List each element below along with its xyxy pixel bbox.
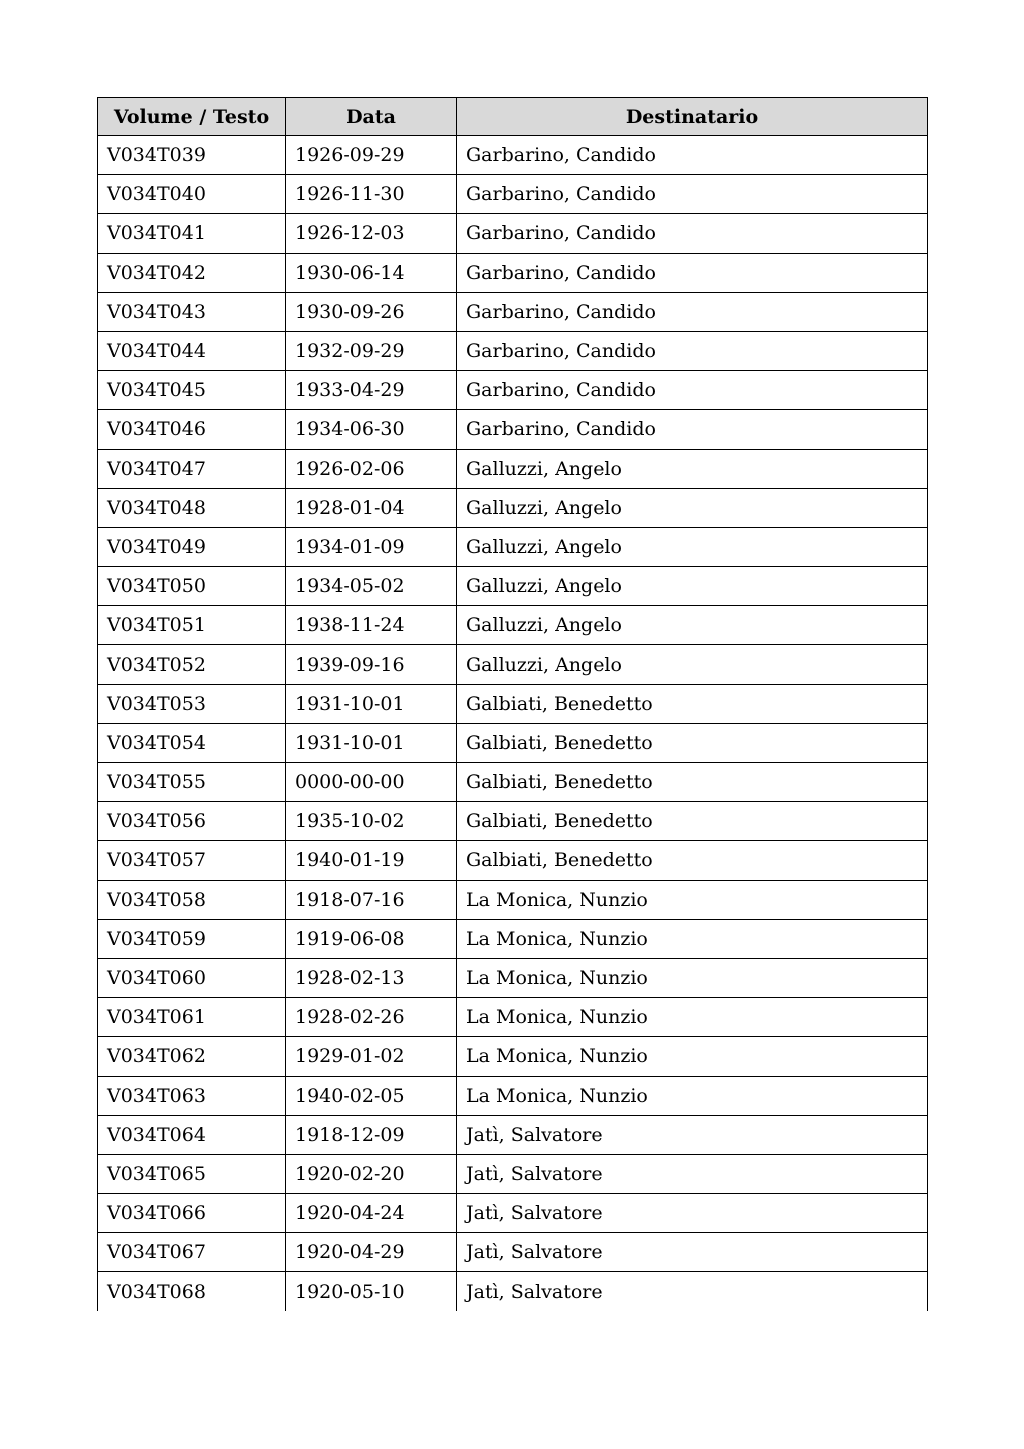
- cell-destinatario: Galbiati, Benedetto: [457, 841, 928, 880]
- cell-volume-testo: V034T043: [98, 292, 286, 331]
- table-row: [98, 958, 928, 997]
- cell-data: 1928-01-04: [286, 488, 457, 527]
- cell-destinatario: Galbiati, Benedetto: [457, 684, 928, 723]
- cell-volume-testo: V034T046: [98, 410, 286, 449]
- cell-data: 1920-04-24: [286, 1194, 457, 1233]
- cell-volume-testo: V034T052: [98, 645, 286, 684]
- table-row: [98, 723, 928, 762]
- cell-volume-testo: V034T062: [98, 1037, 286, 1076]
- table-row: [98, 1272, 928, 1311]
- cell-data: 1918-07-16: [286, 880, 457, 919]
- table-row: [98, 919, 928, 958]
- cell-volume-testo: V034T056: [98, 802, 286, 841]
- table-row: [98, 645, 928, 684]
- cell-data: 1934-05-02: [286, 567, 457, 606]
- table-body: [98, 136, 928, 1312]
- cell-volume-testo: V034T065: [98, 1154, 286, 1193]
- table-header-row: [98, 98, 928, 136]
- cell-volume-testo: V034T060: [98, 958, 286, 997]
- cell-destinatario: Garbarino, Candido: [457, 175, 928, 214]
- cell-destinatario: Jatì, Salvatore: [457, 1154, 928, 1193]
- cell-data: 1918-12-09: [286, 1115, 457, 1154]
- cell-data: 1920-02-20: [286, 1154, 457, 1193]
- cell-destinatario: Jatì, Salvatore: [457, 1272, 928, 1311]
- cell-destinatario: La Monica, Nunzio: [457, 998, 928, 1037]
- cell-volume-testo: V034T047: [98, 449, 286, 488]
- cell-data: 1939-09-16: [286, 645, 457, 684]
- table-row: [98, 998, 928, 1037]
- cell-data: 1930-09-26: [286, 292, 457, 331]
- cell-volume-testo: V034T054: [98, 723, 286, 762]
- cell-destinatario: Garbarino, Candido: [457, 136, 928, 175]
- cell-data: 1931-10-01: [286, 723, 457, 762]
- column-header-data: Data: [286, 98, 457, 136]
- cell-data: 1926-02-06: [286, 449, 457, 488]
- cell-volume-testo: V034T041: [98, 214, 286, 253]
- table-row: [98, 1233, 928, 1272]
- table-row: [98, 802, 928, 841]
- cell-data: 1931-10-01: [286, 684, 457, 723]
- table-row: [98, 1154, 928, 1193]
- table-row: [98, 1194, 928, 1233]
- cell-data: 1933-04-29: [286, 371, 457, 410]
- cell-data: 1934-01-09: [286, 527, 457, 566]
- cell-destinatario: Galluzzi, Angelo: [457, 488, 928, 527]
- table-row: [98, 1115, 928, 1154]
- cell-data: 1926-09-29: [286, 136, 457, 175]
- cell-data: 0000-00-00: [286, 763, 457, 802]
- table-row: [98, 880, 928, 919]
- cell-data: 1938-11-24: [286, 606, 457, 645]
- cell-destinatario: Garbarino, Candido: [457, 331, 928, 370]
- cell-volume-testo: V034T063: [98, 1076, 286, 1115]
- table-row: [98, 684, 928, 723]
- cell-destinatario: La Monica, Nunzio: [457, 880, 928, 919]
- cell-destinatario: La Monica, Nunzio: [457, 958, 928, 997]
- cell-destinatario: Jatì, Salvatore: [457, 1194, 928, 1233]
- cell-destinatario: Galluzzi, Angelo: [457, 527, 928, 566]
- cell-volume-testo: V034T040: [98, 175, 286, 214]
- table-row: [98, 253, 928, 292]
- table-row: [98, 841, 928, 880]
- column-header-destinatario: Destinatario: [457, 98, 928, 136]
- cell-destinatario: Garbarino, Candido: [457, 292, 928, 331]
- cell-volume-testo: V034T042: [98, 253, 286, 292]
- cell-volume-testo: V034T066: [98, 1194, 286, 1233]
- cell-data: 1930-06-14: [286, 253, 457, 292]
- cell-destinatario: La Monica, Nunzio: [457, 919, 928, 958]
- cell-data: 1928-02-26: [286, 998, 457, 1037]
- cell-destinatario: Garbarino, Candido: [457, 214, 928, 253]
- table-row: [98, 1076, 928, 1115]
- table-row: [98, 136, 928, 175]
- cell-data: 1940-01-19: [286, 841, 457, 880]
- cell-destinatario: Garbarino, Candido: [457, 371, 928, 410]
- table-row: [98, 606, 928, 645]
- cell-data: 1940-02-05: [286, 1076, 457, 1115]
- cell-volume-testo: V034T068: [98, 1272, 286, 1311]
- cell-destinatario: Galbiati, Benedetto: [457, 802, 928, 841]
- table-row: [98, 410, 928, 449]
- cell-volume-testo: V034T051: [98, 606, 286, 645]
- table-row: [98, 567, 928, 606]
- cell-destinatario: Galluzzi, Angelo: [457, 606, 928, 645]
- cell-data: 1929-01-02: [286, 1037, 457, 1076]
- column-header-volume-testo: Volume / Testo: [98, 98, 286, 136]
- cell-volume-testo: V034T048: [98, 488, 286, 527]
- cell-destinatario: Garbarino, Candido: [457, 410, 928, 449]
- cell-volume-testo: V034T039: [98, 136, 286, 175]
- cell-destinatario: La Monica, Nunzio: [457, 1076, 928, 1115]
- letters-table: [97, 97, 928, 1311]
- cell-data: 1919-06-08: [286, 919, 457, 958]
- cell-destinatario: Galbiati, Benedetto: [457, 763, 928, 802]
- cell-data: 1926-12-03: [286, 214, 457, 253]
- table-row: [98, 763, 928, 802]
- cell-volume-testo: V034T049: [98, 527, 286, 566]
- cell-volume-testo: V034T067: [98, 1233, 286, 1272]
- table-row: [98, 331, 928, 370]
- cell-destinatario: Galluzzi, Angelo: [457, 567, 928, 606]
- cell-data: 1928-02-13: [286, 958, 457, 997]
- table-row: [98, 527, 928, 566]
- table-row: [98, 488, 928, 527]
- cell-volume-testo: V034T064: [98, 1115, 286, 1154]
- cell-volume-testo: V034T044: [98, 331, 286, 370]
- table-row: [98, 1037, 928, 1076]
- cell-volume-testo: V034T058: [98, 880, 286, 919]
- cell-volume-testo: V034T055: [98, 763, 286, 802]
- cell-destinatario: Galluzzi, Angelo: [457, 449, 928, 488]
- table-row: [98, 449, 928, 488]
- cell-volume-testo: V034T045: [98, 371, 286, 410]
- cell-data: 1934-06-30: [286, 410, 457, 449]
- cell-volume-testo: V034T053: [98, 684, 286, 723]
- cell-destinatario: La Monica, Nunzio: [457, 1037, 928, 1076]
- cell-volume-testo: V034T050: [98, 567, 286, 606]
- table-row: [98, 214, 928, 253]
- cell-destinatario: Jatì, Salvatore: [457, 1115, 928, 1154]
- cell-data: 1932-09-29: [286, 331, 457, 370]
- table-row: [98, 371, 928, 410]
- cell-volume-testo: V034T059: [98, 919, 286, 958]
- cell-destinatario: Jatì, Salvatore: [457, 1233, 928, 1272]
- cell-volume-testo: V034T061: [98, 998, 286, 1037]
- cell-destinatario: Garbarino, Candido: [457, 253, 928, 292]
- cell-data: 1935-10-02: [286, 802, 457, 841]
- cell-destinatario: Galluzzi, Angelo: [457, 645, 928, 684]
- cell-data: 1920-05-10: [286, 1272, 457, 1311]
- table-row: [98, 175, 928, 214]
- cell-destinatario: Galbiati, Benedetto: [457, 723, 928, 762]
- cell-volume-testo: V034T057: [98, 841, 286, 880]
- cell-data: 1926-11-30: [286, 175, 457, 214]
- table-row: [98, 292, 928, 331]
- cell-data: 1920-04-29: [286, 1233, 457, 1272]
